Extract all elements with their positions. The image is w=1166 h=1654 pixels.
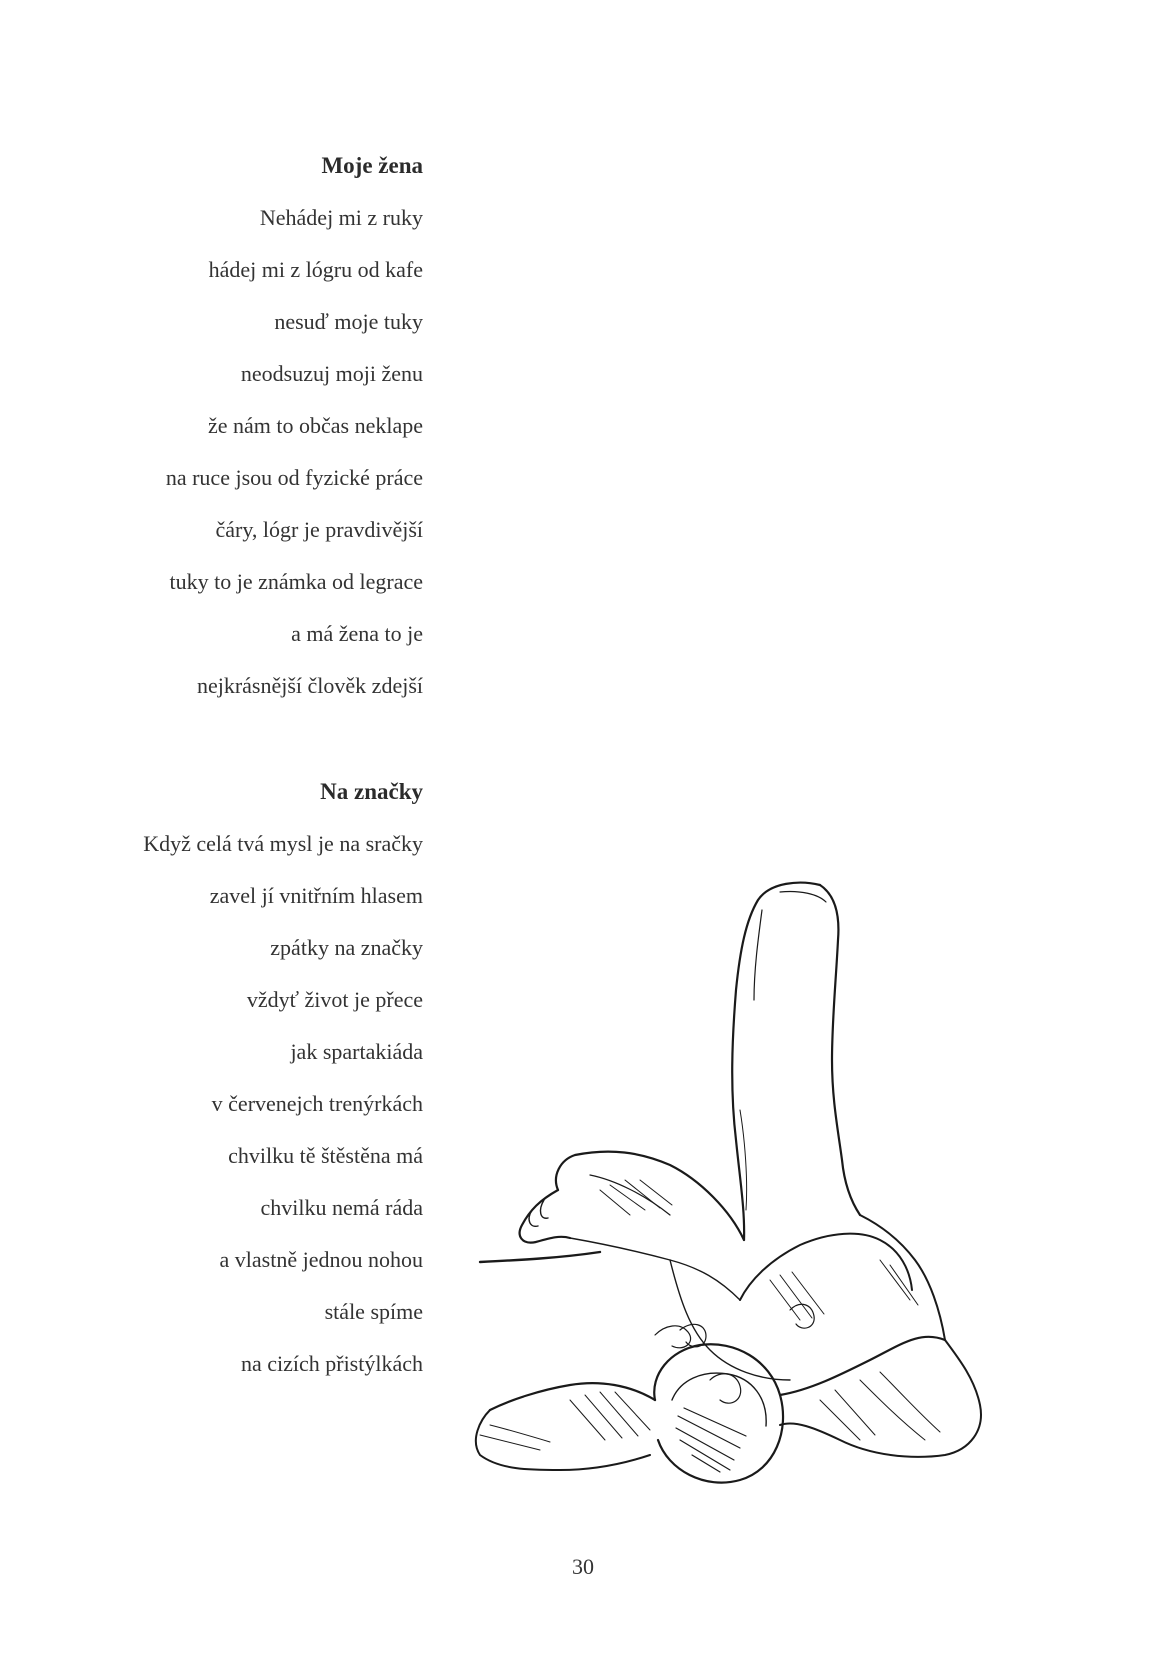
poem-line: čáry, lógr je pravdivější [215, 517, 423, 542]
poem-line: chvilku tě štěstěna má [228, 1143, 423, 1168]
poem-line: na cizích přistýlkách [240, 1351, 423, 1376]
page-number: 30 [572, 1554, 594, 1579]
poem-line: a vlastně jednou nohou [219, 1247, 423, 1272]
poem-line: na ruce jsou od fyzické práce [165, 465, 423, 490]
poem-line: nesuď moje tuky [274, 309, 423, 334]
poem-line: zpátky na značky [270, 935, 423, 960]
poem-line: Když celá tvá mysl je na sračky [143, 831, 423, 856]
ink-sketch-reclining-figure-icon [440, 880, 1040, 1520]
poem-line: a má žena to je [291, 621, 423, 646]
poem-line: zavel jí vnitřním hlasem [209, 883, 423, 908]
poem-title: Na značky [320, 779, 423, 804]
poem-na-znacky [63, 766, 423, 1390]
poem-moje-zena [63, 140, 423, 712]
poem-line: jak spartakiáda [290, 1039, 423, 1064]
poem-line: nejkrásnější člověk zdejší [196, 673, 423, 698]
poem-line: hádej mi z lógru od kafe [208, 257, 423, 282]
poem-line: tuky to je známka od legrace [169, 569, 423, 594]
poem-line: chvilku nemá ráda [260, 1195, 423, 1220]
poem-title: Moje žena [321, 153, 423, 178]
poem-line: Nehádej mi z ruky [259, 205, 423, 230]
poem-line: stále spíme [324, 1299, 423, 1324]
poem-line: že nám to občas neklape [207, 413, 423, 438]
poem-line: v červenejch trenýrkách [211, 1091, 423, 1116]
poem-line: neodsuzuj moji ženu [240, 361, 423, 386]
poem-line: vždyť život je přece [246, 987, 423, 1012]
